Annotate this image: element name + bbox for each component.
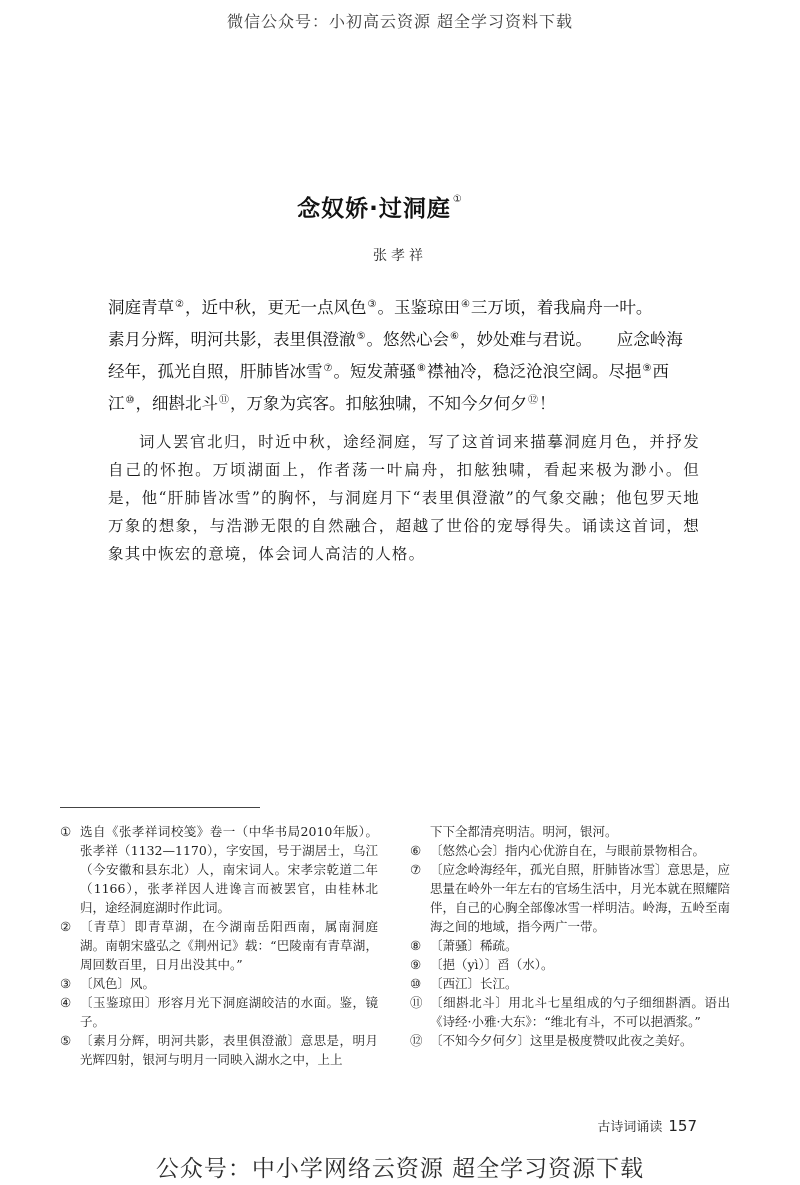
footnote-number: ⑦ [410,862,422,877]
footnote-number: ⑨ [410,957,422,972]
footnote-number: ⑧ [410,938,422,953]
footnote [60,917,378,974]
poem-author: 张孝祥 [373,248,427,264]
footnote-text: 〔悠然心会〕指内心优游自在，与眼前景物相合。 [430,843,706,858]
footnote [410,993,730,1031]
footnote [410,841,730,860]
footnote [410,860,730,936]
footnote-marker: ⑨ [642,363,652,374]
footnote-text: 〔不知今夕何夕〕这里是极度赞叹此夜之美好。 [430,1033,693,1048]
footnote-number: ⑥ [410,843,422,858]
footnote-number: ⑩ [410,976,422,991]
poem-text: 三万顷，着我扁舟一叶。 [470,298,653,317]
footnote-marker: ③ [367,299,377,310]
footnotes-left-column [60,822,378,1069]
footnote-text: 〔风色〕风。 [80,976,156,991]
footnote-text: 〔西江〕长江。 [430,976,518,991]
poem-text: 。悠然心会 [366,330,449,349]
footnote-text: 〔挹（yì）〕舀（水）。 [430,957,554,972]
page-footer [597,1116,697,1135]
footnote-marker: ④ [460,299,470,310]
footnote [60,822,378,917]
page-number: 157 [668,1117,697,1135]
footnote [410,974,730,993]
footnote [410,955,730,974]
poem-title-text: 念奴娇·过洞庭 [297,196,451,222]
footer-watermark: 公众号：中小学网络云资源 超全学习资源下载 [155,1156,645,1182]
title-footnote-marker: ① [452,194,463,205]
footnote [60,974,378,993]
poem-text: 素月分辉，明河共影，表里俱澄澈 [108,330,356,349]
footnote-number: ④ [60,995,72,1010]
footnote-number: ① [60,824,72,839]
poem-text: 经年，孤光自照，肝肺皆冰雪 [108,362,323,381]
poem-text: ，细斟北斗 [135,394,218,413]
poem-text: 西 [652,362,669,381]
poem-text: ，妙处难与君说。 应念岭海 [459,330,683,349]
header-watermark: 微信公众号：小初高云资源 超全学习资料下载 [226,12,574,31]
footnote-marker: ② [175,299,184,310]
poem-line [108,322,708,354]
footnote-text: 〔应念岭海经年，孤光自照，肝肺皆冰雪〕意思是，应思量在岭外一年左右的官场生活中，月光本就在照耀陪伴，自己的心胸全部像冰雪一样明洁。岭海，五岭至南海之间的地域，指今两广一带。 [430,862,731,934]
footnote-number: ② [60,919,72,934]
poem-body [108,290,708,418]
footnote-text: 〔细斟北斗〕用北斗七星组成的勺子细细斟酒。语出《诗经·小雅·大东》：“维北有斗，不可以挹酒浆。” [430,995,730,1029]
footnotes-right-column [410,822,730,1050]
footnote [410,936,730,955]
poem-text: 洞庭青草 [108,298,174,317]
footnote-marker: ⑤ [356,331,366,342]
footnote-number: ⑤ [60,1033,72,1048]
footnote-text: 〔青草〕即青草湖，在今湖南岳阳西南，属南洞庭湖。南朝宋盛弘之《荆州记》载：“巴陵南有青草湖，周回数百里，日月出没其中。” [80,919,378,972]
footnote-text: 下下全都清亮明洁。明河，银河。 [430,824,618,839]
footnote-text: 〔玉鉴琼田〕形容月光下洞庭湖皎洁的水面。鉴，镜子。 [80,995,378,1029]
footnote-marker: ⑧ [416,363,426,374]
poem-line [108,354,708,386]
poem-line [108,386,708,418]
footnote-marker: ⑦ [323,363,333,374]
poem-text: ，近中秋，更无一点风色 [184,298,367,317]
footnote [410,1031,730,1050]
footnote [60,993,378,1031]
section-name: 古诗词诵读 [597,1120,663,1135]
poem-line [108,290,708,322]
poem-text: ，万象为宾客。扣舷独啸，不知今夕何夕 [229,394,527,413]
footnote-text: 选自《张孝祥词校笺》卷一（中华书局2010年版）。张孝祥（1132—1170），字安国，号于湖居士，乌江（今安徽和县东北）人，南宋词人。宋孝宗乾道二年（1166），张孝祥因人进谗言而被罢官，由桂林北归，途经洞庭湖时作此词。 [80,824,378,915]
poem-title [0,190,760,223]
footnote-continuation [410,822,730,841]
poem-text: 。短发萧骚 [333,362,416,381]
footnote-number: ⑫ [410,1033,423,1048]
poem-text: 江 [108,394,125,413]
footnote-marker: ⑥ [449,331,459,342]
footnote-marker: ⑫ [527,395,538,406]
footnote-number: ⑪ [410,995,423,1010]
footnote-text: 〔萧骚〕稀疏。 [430,938,518,953]
footnote-marker: ⑩ [125,395,135,406]
footnote-text: 〔素月分辉，明河共影，表里俱澄澈〕意思是，明月光辉四射，银河与明月一同映入湖水之中，上上 [80,1033,378,1067]
poem-text: 襟袖冷，稳泛沧浪空阔。尽挹 [426,362,642,381]
footnote-marker: ⑪ [218,395,229,406]
footnote [60,1031,378,1069]
footnote-divider [60,807,260,808]
footnote-number: ③ [60,976,72,991]
commentary-paragraph: 词人罢官北归，时近中秋，途经洞庭，写了这首词来描摹洞庭月色，并抒发自己的怀抱。万顷湖面上，作者荡一叶扁舟，扣舷独啸，看起来极为渺小。但是，他“肝肺皆冰雪”的胸怀，与洞庭月下“表里俱澄澈”的气象交融；他包罗天地万象的想象，与浩渺无限的自然融合，超越了世俗的宠辱得失。诵读这首词，想象其中恢宏的意境，体会词人高洁的人格。 [108,433,700,563]
poem-text: 。玉鉴琼田 [377,298,460,317]
poem-text: ！ [538,394,556,413]
